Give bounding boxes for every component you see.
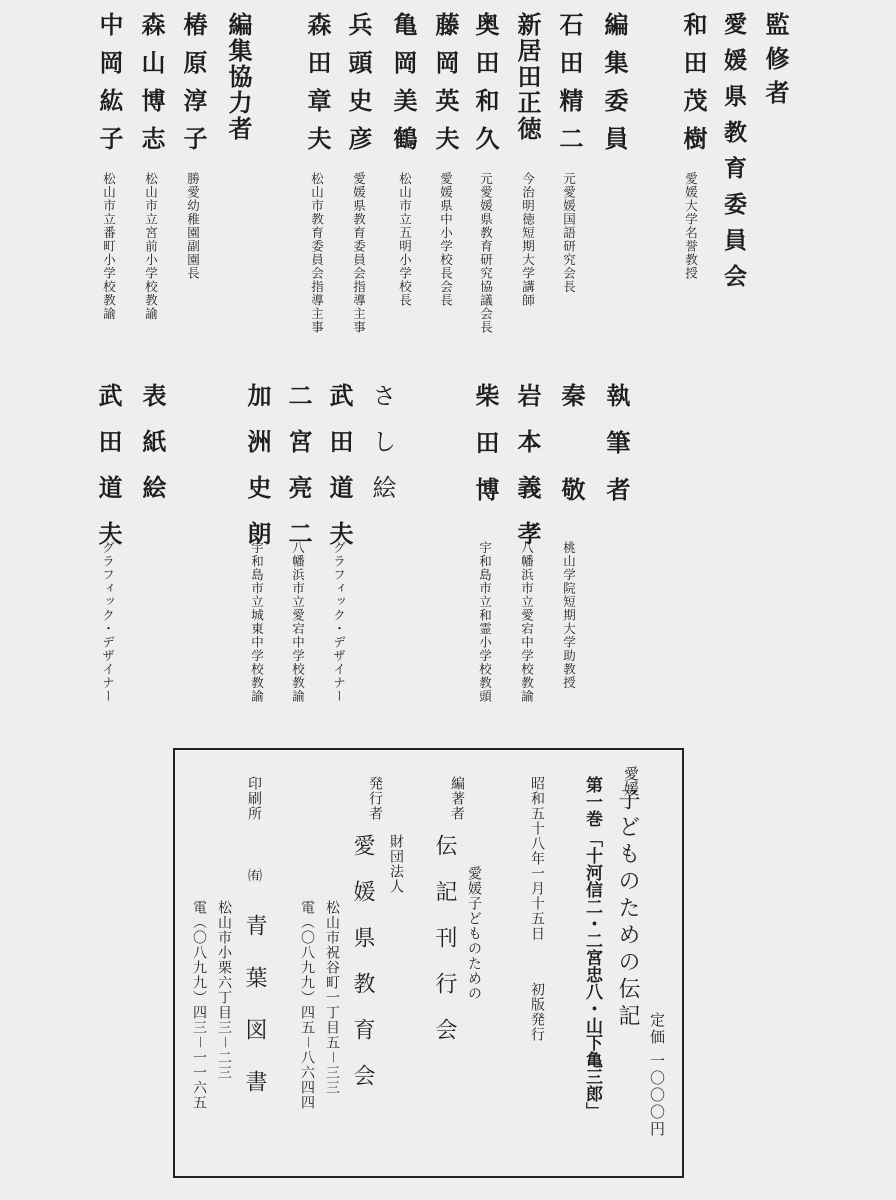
- editor-affiliation: 愛媛県教育委員会指導主事: [351, 172, 367, 334]
- cover-artist-affiliation: グラフィック・デザイナー: [100, 541, 116, 703]
- publisher-name: 愛媛県教育会: [350, 834, 375, 1110]
- printer-address: 松山市小栗六丁目三－二三: [216, 900, 232, 1080]
- illustrator-name: 武田道夫: [325, 383, 354, 567]
- editor-affiliation: 今治明徳短期大学講師: [520, 172, 536, 307]
- illustrator-affiliation: 宇和島市立城東中学校教諭: [249, 541, 265, 703]
- writers-heading: 執筆者: [602, 383, 631, 524]
- illustrator-affiliation: 八幡浜市立愛宕中学校教諭: [290, 541, 306, 703]
- illustration-heading: さし絵: [368, 383, 396, 521]
- volume-label: 第一巻: [582, 776, 602, 827]
- supervisor-affiliation: 愛媛大学名誉教授: [683, 172, 699, 280]
- cover-artist-name: 武田道夫: [94, 383, 123, 567]
- writer-affiliation: 八幡浜市立愛宕中学校教諭: [519, 541, 535, 703]
- editorial-heading: 編集委員: [600, 12, 629, 164]
- series-prefix: 愛媛: [622, 766, 640, 796]
- price: 定価 一〇〇〇円: [648, 1012, 666, 1138]
- editor-affiliation: 愛媛県中小学校長会長: [438, 172, 454, 307]
- illustrator-name: 加洲史朗: [243, 383, 272, 567]
- supervisors-heading: 監修者: [761, 12, 790, 114]
- colophon-box: [173, 748, 684, 1178]
- volume-title: 「十河信二・二宮忠八・山下亀三郎」: [582, 830, 602, 1119]
- cover-heading: 表紙絵: [138, 383, 167, 521]
- cooperator-affiliation: 松山市立宮前小学校教諭: [143, 172, 159, 321]
- publish-date: 昭和五十八年一月十五日: [529, 776, 545, 941]
- writer-name: 秦敬: [557, 383, 586, 571]
- editor-name: 藤岡英夫: [431, 12, 460, 164]
- supervisor-org: 愛媛県教育委員会: [720, 12, 747, 300]
- publisher-label: 発行者: [367, 776, 383, 821]
- illustrator-affiliation: グラフィック・デザイナー: [331, 541, 347, 703]
- printer-tel: 電（〇八九九）四三－一一六五: [191, 900, 207, 1110]
- printer-prefix: ㈲: [246, 868, 262, 883]
- writer-affiliation: 宇和島市立和霊小学校教頭: [477, 541, 493, 703]
- publisher-prefix: 財団法人: [388, 834, 404, 894]
- cooperator-affiliation: 松山市立番町小学校教諭: [101, 172, 117, 321]
- cooperator-name: 中岡紘子: [95, 12, 124, 164]
- editor-name: 石田精二: [555, 12, 584, 164]
- publisher-address: 松山市祝谷町一丁目五－三三: [324, 900, 340, 1095]
- editor-name: 奥田和久: [471, 12, 500, 164]
- editor-affiliation: 松山市立五明小学校長: [397, 172, 413, 307]
- editor-affiliation: 元愛媛国語研究会長: [561, 172, 577, 294]
- writer-affiliation: 桃山学院短期大学助教授: [561, 541, 577, 690]
- supervisor-name: 和田茂樹: [679, 12, 708, 164]
- editor-name: 森田章夫: [303, 12, 332, 164]
- printer-name: 青葉図書: [242, 914, 267, 1122]
- edition: 初版発行: [529, 982, 545, 1042]
- printer-label: 印刷所: [246, 776, 262, 821]
- publisher-tel: 電（〇八九九）四五－八六四四: [299, 900, 315, 1110]
- writer-name: 柴田博: [471, 383, 500, 524]
- cooperator-name: 椿原淳子: [179, 12, 208, 164]
- writer-name: 岩本義孝: [513, 383, 542, 567]
- cooperator-name: 森山博志: [137, 12, 166, 164]
- editor-affiliation: 元愛媛県教育研究協議会長: [478, 172, 494, 334]
- cooperator-affiliation: 勝愛幼稚園副園長: [185, 172, 201, 280]
- editor-name: 亀岡美鶴: [389, 12, 418, 164]
- editor-prefix: 愛媛子どものための: [466, 866, 482, 1001]
- illustrator-name: 二宮亮二: [284, 383, 313, 567]
- series-title: 子どものための伝記: [615, 788, 640, 1031]
- editor-affiliation: 松山市教育委員会指導主事: [309, 172, 325, 334]
- editor-name: 伝記刊行会: [432, 834, 457, 1064]
- cooperators-heading: 編集協力者: [224, 12, 253, 142]
- editor-name: 兵頭史彦: [344, 12, 373, 164]
- editor-name: 新居田正徳: [513, 12, 542, 142]
- editor-label: 編著者: [449, 776, 465, 821]
